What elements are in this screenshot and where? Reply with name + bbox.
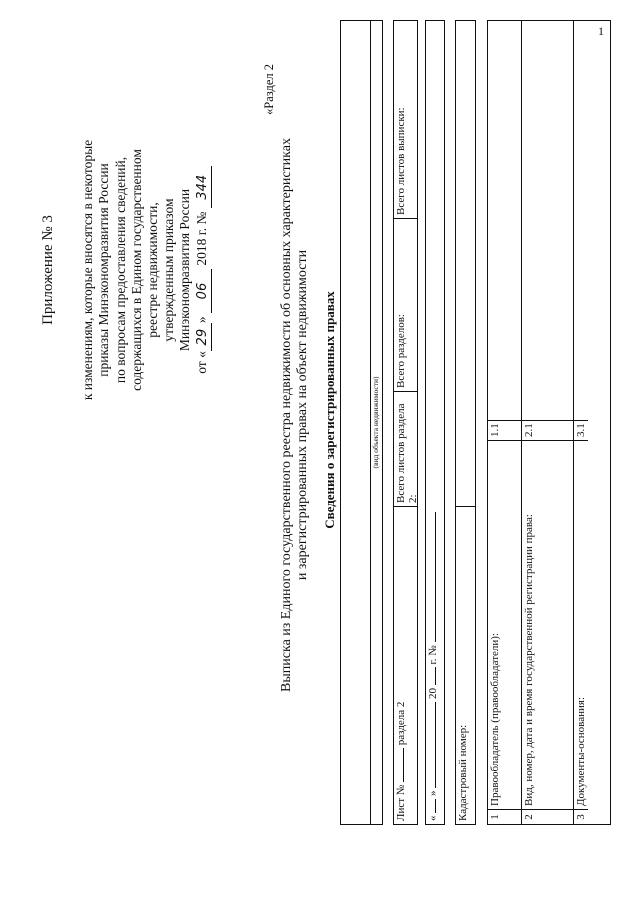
sheet-number-cell bbox=[394, 506, 417, 824]
annex-line: содержащихся в Едином государственном bbox=[128, 149, 144, 391]
sheet-info-table bbox=[393, 20, 418, 825]
section-label: «Раздел 2 bbox=[262, 64, 276, 115]
row-label: Правообладатель (правообладатели): bbox=[488, 440, 521, 809]
rights-row bbox=[574, 21, 588, 824]
handwritten-day: 29 bbox=[195, 323, 212, 351]
annex-line: к изменениям, которые вносятся в некоторые bbox=[80, 139, 96, 401]
object-type-caption-row bbox=[371, 21, 383, 824]
annex-title: Приложение № 3 bbox=[40, 215, 56, 325]
main-title-line: и зарегистрированных правах на объект недвижимости bbox=[295, 249, 310, 581]
date-close: » bbox=[193, 316, 209, 324]
handwritten-month: 06 bbox=[195, 269, 212, 313]
annex-block bbox=[40, 35, 212, 505]
total-section-sheets-cell: Всего листов раздела 2: bbox=[394, 391, 417, 506]
row-code: 1.1 bbox=[488, 420, 521, 440]
date-close-quote: » bbox=[427, 790, 439, 796]
row-code: 3.1 bbox=[574, 420, 588, 440]
rights-table bbox=[487, 20, 611, 825]
date-row bbox=[426, 21, 444, 824]
row-number: 1 bbox=[488, 809, 521, 824]
page-number: 1 bbox=[598, 24, 604, 38]
date-cell bbox=[426, 21, 444, 824]
date-year-prefix: 20 bbox=[427, 688, 439, 699]
annex-date-line bbox=[194, 35, 212, 505]
row-value bbox=[574, 21, 588, 420]
rights-row bbox=[522, 21, 574, 824]
date-prefix: от « bbox=[193, 351, 209, 374]
subtitle: Сведения о зарегистрированных правах bbox=[322, 291, 337, 529]
cadastral-label: Кадастровый номер: bbox=[456, 506, 475, 824]
annex-line: реестре недвижимости, bbox=[145, 202, 161, 338]
total-extract-sheets-cell: Всего листов выписки: bbox=[395, 107, 407, 215]
rights-row bbox=[488, 21, 522, 824]
date-table bbox=[425, 20, 445, 825]
row-label: Вид, номер, дата и время государственной регистрации права: bbox=[522, 440, 573, 809]
row-label: Документы-основания: bbox=[574, 440, 588, 809]
date-number-sign: № bbox=[427, 645, 439, 656]
sheet-info-row bbox=[394, 21, 417, 824]
sheet-number-blank bbox=[403, 748, 404, 782]
annex-line: Минэкономразвития России bbox=[177, 188, 193, 352]
object-type-table bbox=[340, 20, 383, 825]
date-year: 2018 г. № bbox=[193, 211, 209, 266]
object-type-field bbox=[341, 21, 370, 824]
date-year-suffix: г. bbox=[427, 658, 439, 665]
row-number: 3 bbox=[574, 809, 588, 824]
object-type-caption: (вид объекта недвижимости) bbox=[371, 376, 380, 469]
row-number: 2 bbox=[522, 809, 573, 824]
row-value bbox=[488, 21, 521, 420]
object-type-row bbox=[341, 21, 371, 824]
total-sections-cell: Всего разделов: bbox=[394, 218, 417, 391]
annex-line: приказы Минэкономразвития России bbox=[96, 163, 112, 377]
main-title-line: Выписка из Единого государственного реестра недвижимости об основных характеристиках bbox=[279, 138, 294, 692]
section-sheet-label: раздела 2 bbox=[395, 701, 407, 746]
sheet-label: Лист № bbox=[395, 784, 407, 821]
date-open-quote: « bbox=[427, 815, 439, 821]
cadastral-value bbox=[456, 21, 475, 506]
handwritten-order-number: 344 bbox=[195, 166, 212, 208]
row-code: 2.1 bbox=[522, 420, 573, 440]
main-title bbox=[279, 55, 311, 775]
row-value bbox=[522, 21, 573, 420]
cadastral-row bbox=[456, 21, 475, 824]
annex-line: по вопросам предоставления сведений, bbox=[112, 156, 128, 384]
annex-line: утвержденным приказом bbox=[161, 198, 177, 342]
cadastral-table bbox=[455, 20, 476, 825]
